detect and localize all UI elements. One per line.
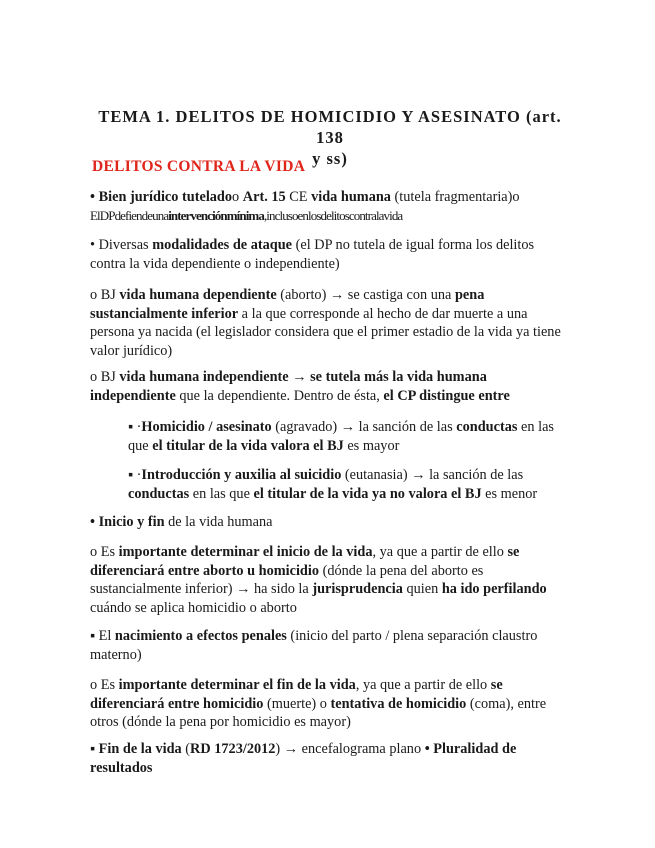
text: o BJ xyxy=(90,287,120,303)
text: → xyxy=(288,369,311,385)
bold-term: Homicidio / asesinato xyxy=(141,419,272,435)
text: ) → encefalograma plano xyxy=(275,741,425,757)
bold-term: Introducción y auxilia al suicidio xyxy=(141,467,342,483)
bold-term: se tutela más la vida humana independiente xyxy=(90,369,487,404)
bold-term: el CP distingue entre xyxy=(383,387,510,404)
text: ElDPdefiendeuna xyxy=(90,207,169,223)
paragraph-vida-dependiente xyxy=(90,286,570,360)
text: (tutela fragmentaria)o xyxy=(390,189,520,205)
text: (dónde la pena del aborto es sustancialmente inferior) → ha sido la xyxy=(90,562,484,597)
title-line-1: TEMA 1. DELITOS DE HOMICIDIO Y ASESINATO (art. 138 xyxy=(98,107,562,147)
bold-term: Fin de la vida xyxy=(98,741,182,757)
bold-term: vida humana independiente xyxy=(119,369,289,385)
bold-term: pena sustancialmente inferior xyxy=(90,287,485,322)
text: ,inclusoenlosdelitoscontralavida xyxy=(263,207,403,223)
paragraph-nacimiento xyxy=(90,627,570,664)
bold-term: importante determinar el fin de la vida xyxy=(118,677,356,693)
text: • Diversas xyxy=(90,237,153,253)
text: (coma), entre otros (dónde la pena por homicidio es mayor) xyxy=(90,695,547,730)
bullet: • xyxy=(90,514,99,530)
paragraph-fin-de-la-vida xyxy=(90,740,570,777)
text: en las que xyxy=(128,419,554,454)
bold-term: modalidades de ataque xyxy=(152,237,293,253)
text: o BJ xyxy=(90,369,120,385)
bold-term: • Pluralidad de resultados xyxy=(90,741,517,776)
bold-term: Bien jurídico tutelado xyxy=(98,189,233,205)
bold-term: vida humana dependiente xyxy=(119,287,277,303)
bold-term: jurisprudencia xyxy=(312,581,403,597)
text: es menor xyxy=(481,485,538,502)
text: ▪ · xyxy=(128,467,142,483)
bold-term: el titular de la vida valora el BJ xyxy=(152,437,344,454)
text: , ya que a partir de ello xyxy=(355,677,491,693)
text: (agravado) → la sanción de las xyxy=(271,419,457,435)
text: ▪ El xyxy=(90,628,115,644)
text: es mayor xyxy=(343,437,400,454)
text: de la vida humana xyxy=(164,514,273,530)
paragraph-fin-vida xyxy=(90,676,570,732)
bold-term: el titular de la vida ya no valora el BJ xyxy=(253,485,482,502)
bold-term: conductas xyxy=(128,485,190,502)
text: CE xyxy=(285,189,312,205)
bold-term: importante determinar el inicio de la vida xyxy=(118,544,373,560)
bold-term: vida humana xyxy=(311,189,391,205)
bold-term: Art. 15 xyxy=(242,189,286,205)
text: ( xyxy=(181,741,191,757)
text: o Es xyxy=(90,677,119,693)
paragraph-vida-independiente xyxy=(90,368,570,405)
text: (aborto) → se castiga con una xyxy=(276,287,455,303)
text: , ya que a partir de ello xyxy=(372,544,508,560)
text: (inicio del parto / plena separación claustro materno) xyxy=(90,628,538,663)
text: o xyxy=(232,189,243,205)
text: cuándo se aplica homicidio o aborto xyxy=(90,599,297,616)
text: a la que corresponde al hecho de dar muerte a una persona ya nacida (el legislador considera que el primer estadio de la vida ya tiene valor jurídico) xyxy=(90,305,561,359)
bullet: • xyxy=(90,189,99,205)
paragraph-suicidio xyxy=(128,466,568,503)
bold-term: RD 1723/2012 xyxy=(190,741,276,757)
bold-term: conductas xyxy=(456,419,518,435)
paragraph-inicio-fin xyxy=(90,513,570,532)
paragraph-modalidades xyxy=(90,236,570,273)
text: ▪ xyxy=(90,741,99,757)
paragraph-inicio-vida xyxy=(90,543,570,617)
bold-term: se diferenciará entre homicidio xyxy=(90,677,503,712)
bold-term: nacimiento a efectos penales xyxy=(114,628,287,644)
paragraph-bien-juridico xyxy=(90,188,570,225)
bold-term: se diferenciará entre aborto u homicidio xyxy=(90,544,520,579)
text: ▪ · xyxy=(128,419,142,435)
bold-term: ha ido perfilando xyxy=(441,581,547,597)
bold-term: tentativa de homicidio xyxy=(330,695,467,712)
text: (muerte) o xyxy=(263,695,331,712)
bold-term: intervenciónmínima xyxy=(168,207,264,223)
title-line-2: y ss) xyxy=(312,149,348,168)
text: quien xyxy=(402,581,442,597)
text: o Es xyxy=(90,544,119,560)
text: (el DP no tutela de igual forma los delitos contra la vida dependiente o independiente) xyxy=(90,237,535,272)
text: en las que xyxy=(189,485,254,502)
bold-term: Inicio y fin xyxy=(98,514,165,530)
text: que la dependiente. Dentro de ésta, xyxy=(175,387,384,404)
paragraph-homicidio-asesinato xyxy=(128,418,568,455)
section-heading: DELITOS CONTRA LA VIDA xyxy=(92,158,306,175)
text: (eutanasia) → la sanción de las xyxy=(341,467,524,483)
